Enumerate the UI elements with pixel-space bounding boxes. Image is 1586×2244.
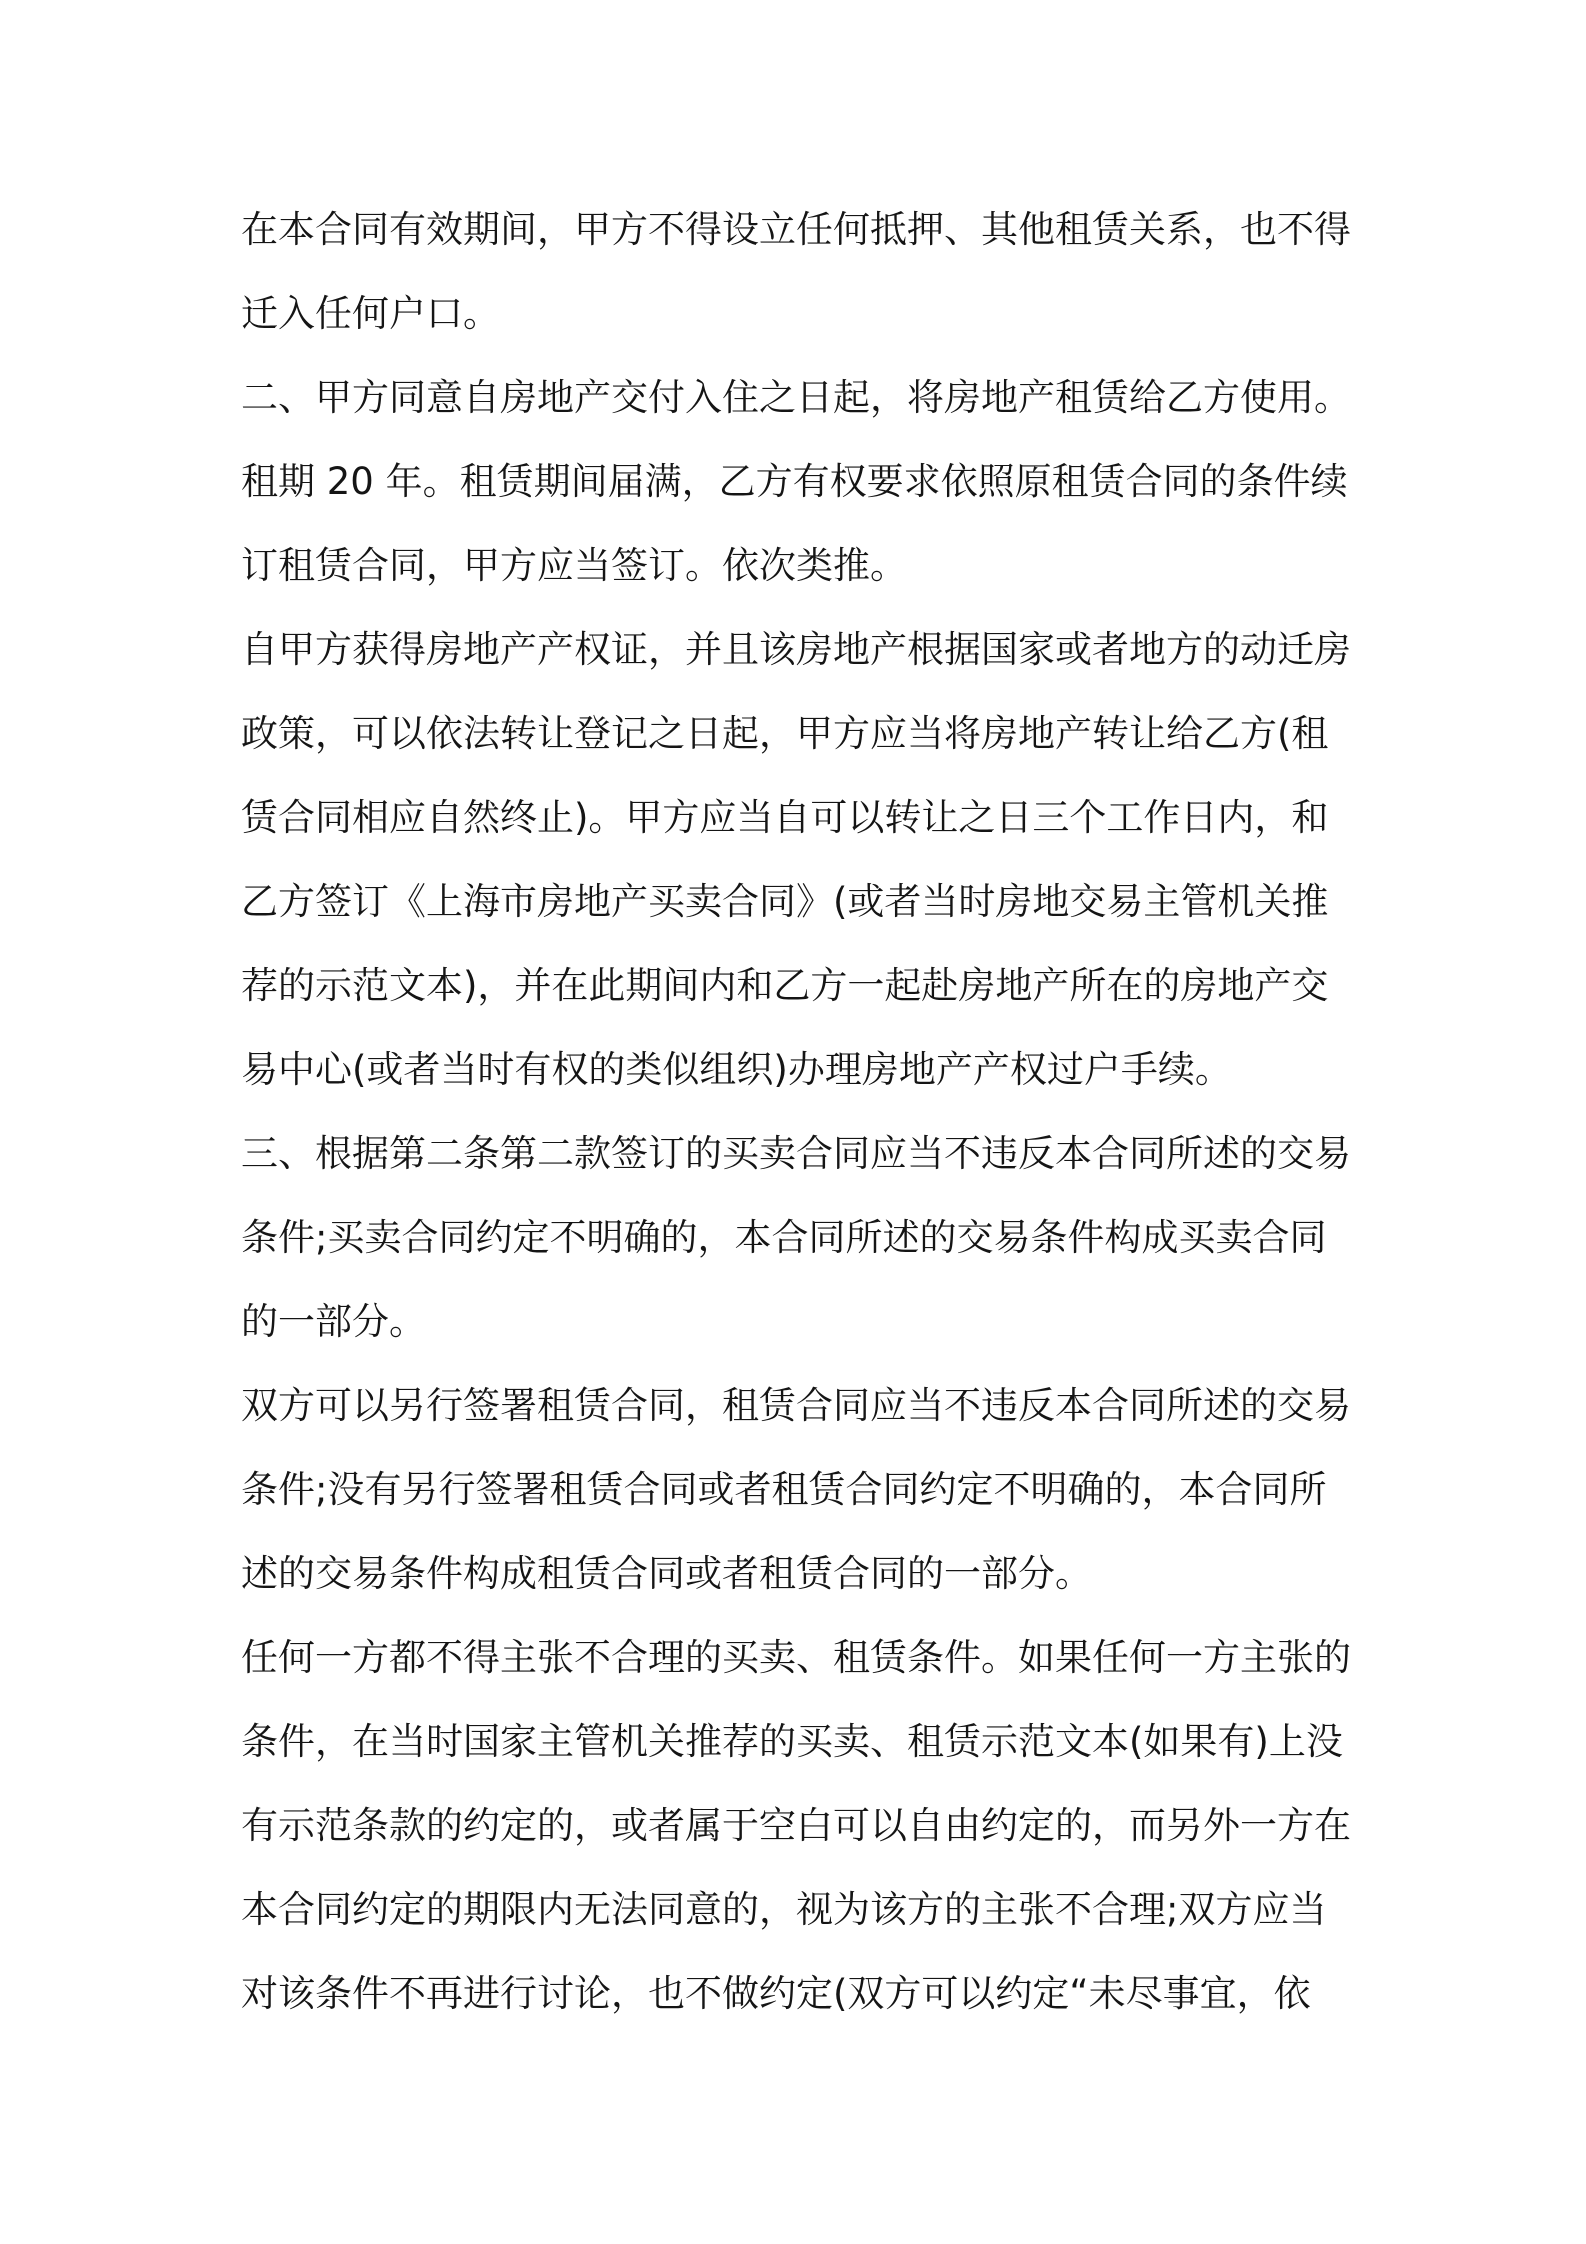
text-line: 乙方签订《上海市房地产买卖合同》(或者当时房地交易主管机关推 [241, 880, 1329, 923]
text-line: 在本合同有效期间，甲方不得设立任何抵押、其他租赁关系，也不得 [241, 208, 1351, 251]
text-line: 对该条件不再进行讨论，也不做约定(双方可以约定“未尽事宜，依 [241, 1972, 1311, 2015]
text-line: 迁入任何户口。 [241, 292, 500, 335]
text-line: 条件，在当时国家主管机关推荐的买卖、租赁示范文本(如果有)上没 [241, 1720, 1343, 1763]
text-line: 订租赁合同，甲方应当签订。依次类推。 [241, 544, 907, 587]
text-line: 有示范条款的约定的，或者属于空白可以自由约定的，而另外一方在 [241, 1804, 1351, 1847]
text-line: 赁合同相应自然终止)。甲方应当自可以转让之日三个工作日内，和 [241, 796, 1329, 839]
text-line: 述的交易条件构成租赁合同或者租赁合同的一部分。 [241, 1552, 1092, 1595]
text-line: 三、根据第二条第二款签订的买卖合同应当不违反本合同所述的交易 [241, 1132, 1351, 1175]
text-line: 本合同约定的期限内无法同意的，视为该方的主张不合理;双方应当 [241, 1888, 1327, 1931]
text-line: 租期 20 年。租赁期间届满，乙方有权要求依照原租赁合同的条件续 [241, 460, 1348, 503]
text-line: 二、甲方同意自房地产交付入住之日起，将房地产租赁给乙方使用。 [241, 376, 1351, 419]
text-line: 双方可以另行签署租赁合同，租赁合同应当不违反本合同所述的交易 [241, 1384, 1351, 1427]
text-line: 条件;没有另行签署租赁合同或者租赁合同约定不明确的，本合同所 [241, 1468, 1327, 1511]
text-line: 政策，可以依法转让登记之日起，甲方应当将房地产转让给乙方(租 [241, 712, 1329, 755]
text-line: 任何一方都不得主张不合理的买卖、租赁条件。如果任何一方主张的 [241, 1636, 1351, 1679]
text-line: 条件;买卖合同约定不明确的，本合同所述的交易条件构成买卖合同 [241, 1216, 1327, 1259]
text-line: 易中心(或者当时有权的类似组织)办理房地产产权过户手续。 [241, 1048, 1232, 1091]
text-line: 自甲方获得房地产产权证，并且该房地产根据国家或者地方的动迁房 [241, 628, 1351, 671]
text-line: 荐的示范文本)，并在此期间内和乙方一起赴房地产所在的房地产交 [241, 964, 1329, 1007]
text-line: 的一部分。 [241, 1300, 426, 1343]
